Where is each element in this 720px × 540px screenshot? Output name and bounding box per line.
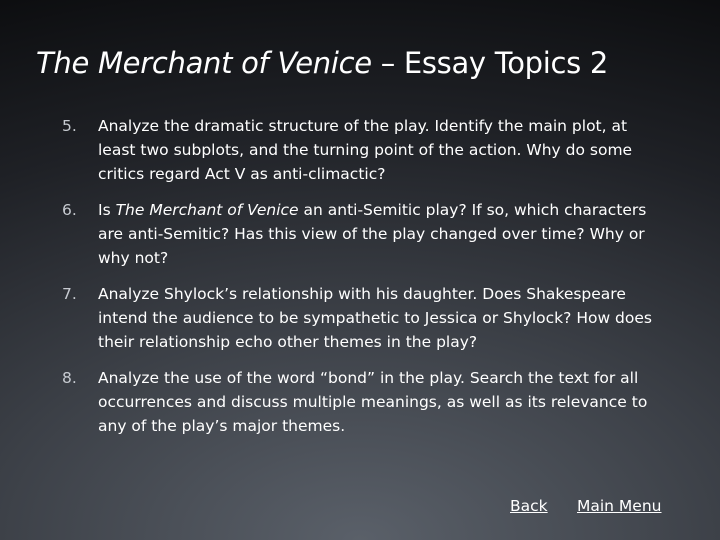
topic-text-play-name: The Merchant of Venice xyxy=(115,201,299,219)
topic-item-5 xyxy=(58,114,658,186)
topic-number: 6. xyxy=(62,201,77,219)
topic-item-6 xyxy=(58,198,658,270)
topic-text: Analyze the use of the word “bond” in the play. Search the text for all occurrences and discuss multiple meanings, as well as its relevance to any of the play’s major themes. xyxy=(98,369,648,435)
main-menu-link[interactable]: Main Menu xyxy=(577,497,662,515)
topic-number: 5. xyxy=(62,117,77,135)
back-link[interactable]: Back xyxy=(510,497,548,515)
essay-topics-list xyxy=(58,114,658,450)
slide-title xyxy=(36,46,608,80)
topic-number: 7. xyxy=(62,285,77,303)
title-subtitle: – Essay Topics 2 xyxy=(371,46,609,80)
topic-item-8 xyxy=(58,366,658,438)
topic-text-before: Is xyxy=(98,201,116,219)
topic-item-7 xyxy=(58,282,658,354)
title-play-name: The Merchant of Venice xyxy=(36,46,372,80)
topic-text-after: an anti-Semitic play? If so, which characters are anti-Semitic? Has this view of the play changed over time? Why or why not? xyxy=(98,201,647,267)
topic-text: Analyze the dramatic structure of the play. Identify the main plot, at least two subplots, and the turning point of the action. Why do some critics regard Act V as anti-climactic? xyxy=(98,117,633,183)
topic-number: 8. xyxy=(62,369,77,387)
topic-text: Analyze Shylock’s relationship with his daughter. Does Shakespeare intend the audience to be sympathetic to Jessica or Shylock? How does their relationship echo other themes in the play? xyxy=(98,285,652,351)
topic-text xyxy=(98,201,646,267)
